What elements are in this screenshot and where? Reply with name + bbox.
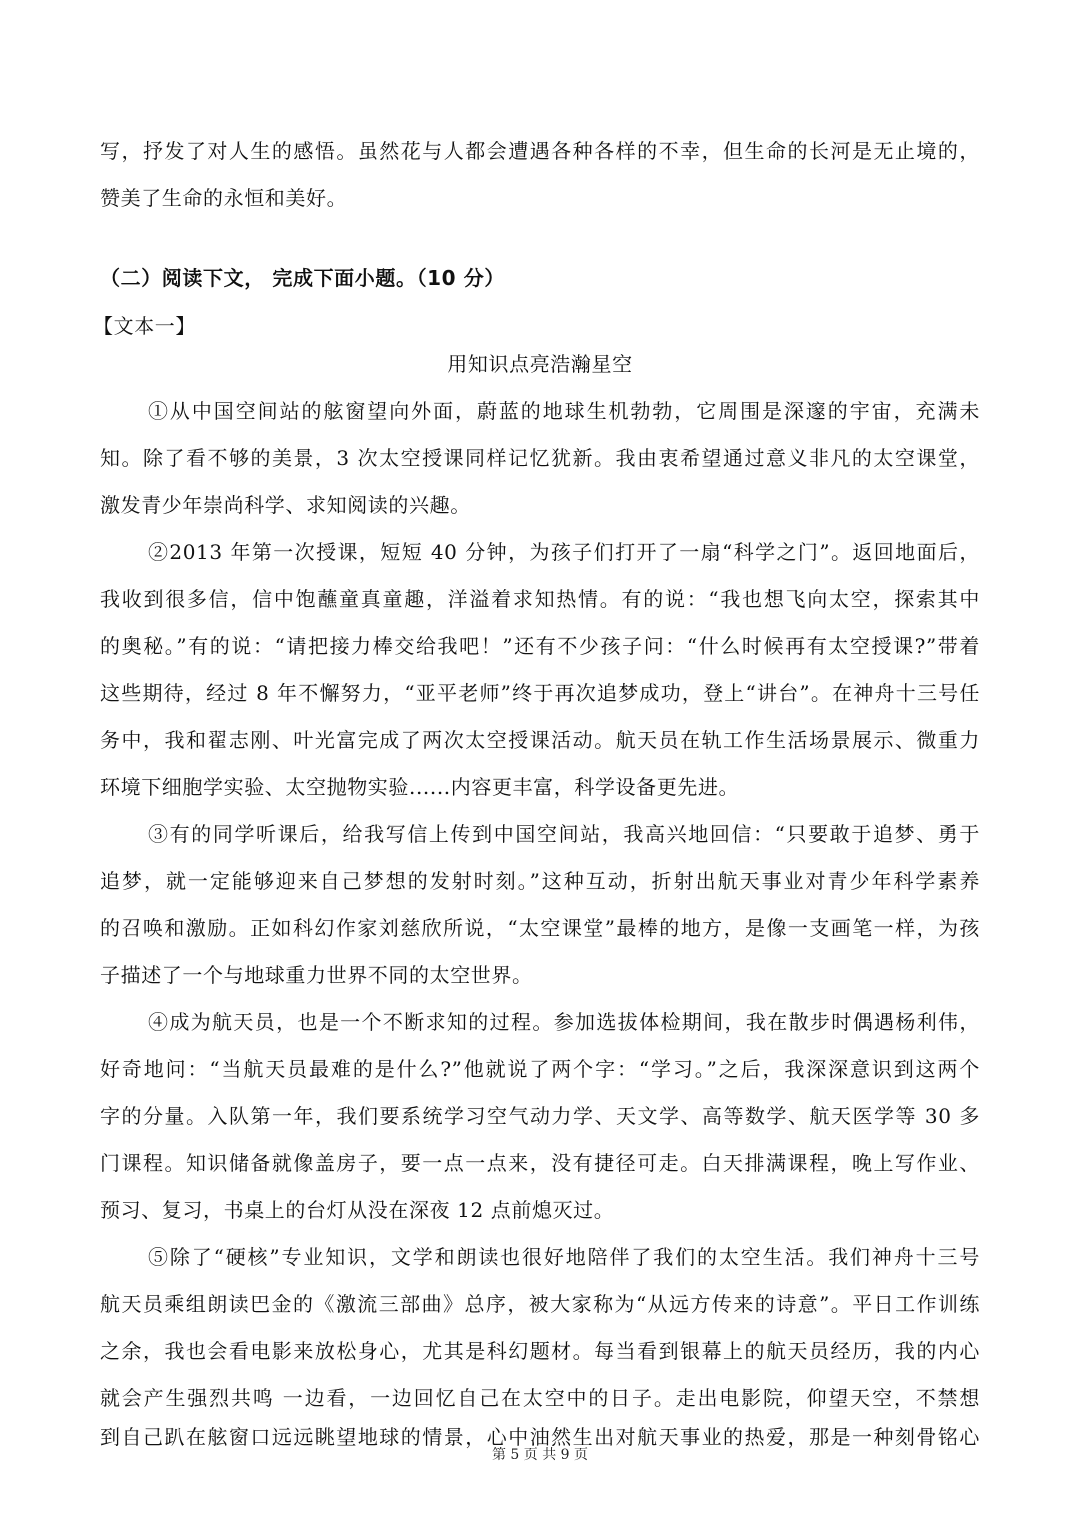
paragraph-5-line-3: 之余，我也会看电影来放松身心，尤其是科幻题材。每当看到银幕上的航天员经历，我的内心 (100, 1339, 980, 1363)
paragraph-2-line-5: 务中，我和翟志刚、叶光富完成了两次太空授课活动。航天员在轨工作生活场景展示、微重力 (100, 728, 980, 752)
paragraph-3-line-2: 追梦，就一定能够迎来自己梦想的发射时刻。”这种互动，折射出航天事业对青少年科学素养 (100, 869, 980, 893)
paragraph-3-line-3: 的召唤和激励。正如科幻作家刘慈欣所说，“太空课堂”最棒的地方，是像一支画笔一样，为孩 (100, 916, 980, 940)
paragraph-4-line-5: 预习、复习，书桌上的台灯从没在深夜 12 点前熄灭过。 (100, 1198, 615, 1222)
paragraph-5-line-5: 到自己趴在舷窗口远远眺望地球的情景，心中油然生出对航天事业的热爱，那是一种刻骨铭心 (100, 1425, 980, 1449)
paragraph-3-line-1: ③有的同学听课后，给我写信上传到中国空间站，我高兴地回信：“只要敢于追梦、勇于 (148, 822, 980, 846)
paragraph-4-line-1: ④成为航天员，也是一个不断求知的过程。参加选拔体检期间，我在散步时偶遇杨利伟， (148, 1010, 980, 1034)
page-footer: 第 5 页 共 9 页 (491, 1447, 589, 1463)
paragraph-4-line-4: 门课程。知识储备就像盖房子，要一点一点来，没有捷径可走。白天排满课程，晚上写作业、 (100, 1151, 980, 1175)
text-label: 【文本一】 (93, 314, 196, 338)
paragraph-5-line-2: 航天员乘组朗读巴金的《激流三部曲》总序，被大家称为“从远方传来的诗意”。平日工作训练 (100, 1292, 980, 1316)
paragraph-4-line-3: 字的分量。入队第一年，我们要系统学习空气动力学、天文学、高等数学、航天医学等 30 多 (100, 1104, 980, 1128)
section-heading: （二）阅读下文， 完成下面小题。（10 分） (100, 266, 505, 290)
intro-line-1: 写，抒发了对人生的感悟。虽然花与人都会遭遇各种各样的不幸，但生命的长河是无止境的， (100, 139, 980, 163)
paragraph-5-line-1: ⑤除了“硬核”专业知识，文学和朗读也很好地陪伴了我们的太空生活。我们神舟十三号 (148, 1245, 980, 1269)
paragraph-4-line-2: 好奇地问：“当航天员最难的是什么?”他就说了两个字：“学习。”之后，我深深意识到这两个 (100, 1057, 980, 1081)
paragraph-5-line-4: 就会产生强烈共鸣 一边看，一边回忆自己在太空中的日子。走出电影院，仰望天空，不禁想 (100, 1386, 980, 1410)
paragraph-2-line-2: 我收到很多信，信中饱蘸童真童趣，洋溢着求知热情。有的说：“我也想飞向太空，探索其中 (100, 587, 980, 611)
intro-line-2: 赞美了生命的永恒和美好。 (100, 186, 348, 210)
paragraph-1-line-3: 激发青少年崇尚科学、求知阅读的兴趣。 (100, 493, 471, 517)
paragraph-1-line-1: ①从中国空间站的舷窗望向外面，蔚蓝的地球生机勃勃，它周围是深邃的宇宙，充满未 (148, 399, 980, 423)
paragraph-2-line-1: ②2013 年第一次授课，短短 40 分钟，为孩子们打开了一扇“科学之门”。返回地面后， (148, 540, 980, 564)
paragraph-2-line-4: 这些期待，经过 8 年不懈努力，“亚平老师”终于再次追梦成功，登上“讲台”。在神舟十三号任 (100, 681, 980, 705)
paragraph-1-line-2: 知。除了看不够的美景，3 次太空授课同样记忆犹新。我由衷希望通过意义非凡的太空课堂， (100, 446, 980, 470)
paragraph-3-line-4: 子描述了一个与地球重力世界不同的太空世界。 (100, 963, 533, 987)
article-title: 用知识点亮浩瀚星空 (447, 352, 633, 376)
paragraph-2-line-3: 的奥秘。”有的说：“请把接力棒交给我吧！”还有不少孩子问：“什么时候再有太空授课?”带着 (100, 634, 980, 658)
paragraph-2-line-6: 环境下细胞学实验、太空抛物实验......内容更丰富，科学设备更先进。 (100, 775, 740, 799)
